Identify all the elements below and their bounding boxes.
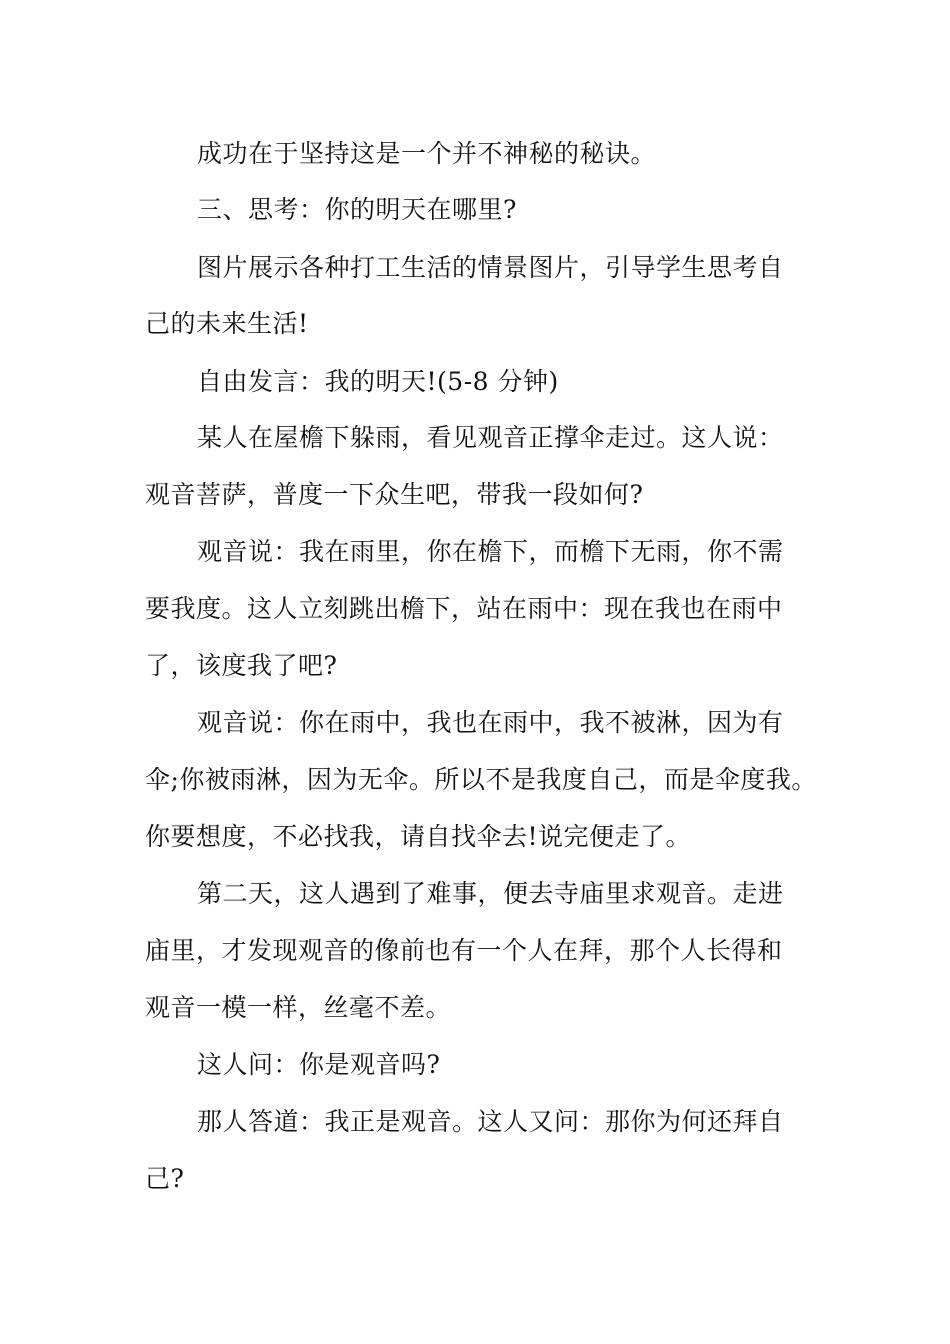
text-line-14: 第二天，这人遇到了难事，便去寺庙里求观音。走进 [197, 879, 784, 908]
text-line-8: 观音说：我在雨里，你在檐下，而檐下无雨，你不需 [197, 537, 784, 566]
text-line-4: 己的未来生活! [145, 309, 309, 338]
text-line-19: 己? [145, 1164, 185, 1193]
text-line-13: 你要想度，不必找我，请自找伞去!说完便走了。 [145, 822, 692, 851]
text-line-3: 图片展示各种打工生活的情景图片，引导学生思考自 [197, 253, 784, 282]
text-line-5: 自由发言：我的明天!(5-8 分钟) [197, 367, 559, 396]
text-line-15: 庙里，才发现观音的像前也有一个人在拜，那个人长得和 [145, 936, 783, 965]
text-line-16: 观音一模一样，丝毫不差。 [145, 993, 452, 1022]
text-line-9: 要我度。这人立刻跳出檐下，站在雨中：现在我也在雨中 [145, 594, 783, 623]
text-line-12: 伞;你被雨淋，因为无伞。所以不是我度自己，而是伞度我。 [145, 765, 817, 794]
text-line-10: 了，该度我了吧? [145, 651, 338, 680]
text-line-11: 观音说：你在雨中，我也在雨中，我不被淋，因为有 [197, 708, 784, 737]
section-heading: 三、思考：你的明天在哪里? [197, 195, 517, 224]
text-line-7: 观音菩萨，普度一下众生吧，带我一段如何? [145, 480, 644, 509]
text-line-6: 某人在屋檐下躲雨，看见观音正撑伞走过。这人说： [197, 423, 784, 452]
text-line-18: 那人答道：我正是观音。这人又问：那你为何还拜自 [197, 1107, 784, 1136]
text-line-17: 这人问：你是观音吗? [197, 1050, 441, 1079]
text-line-1: 成功在于坚持这是一个并不神秘的秘诀。 [197, 139, 657, 168]
